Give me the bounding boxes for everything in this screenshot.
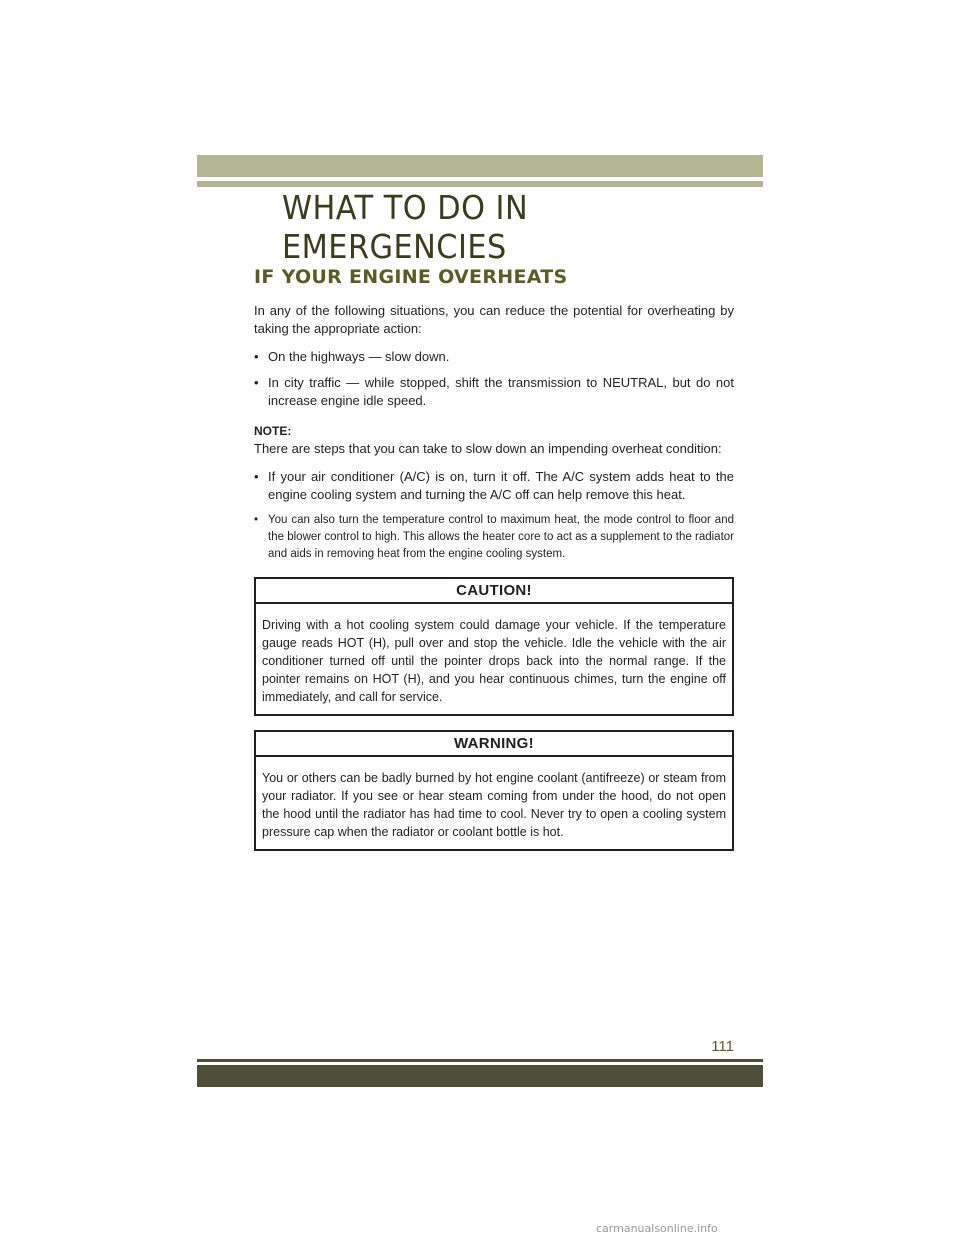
header-band — [197, 155, 763, 177]
article-heading: IF YOUR ENGINE OVERHEATS — [254, 266, 568, 288]
intro-paragraph: In any of the following situations, you can reduce the potential for overheating by taking the appropriate action: — [254, 303, 734, 336]
action-list — [254, 348, 734, 410]
warning-body — [256, 757, 732, 849]
list-item — [254, 468, 734, 504]
caution-box — [254, 577, 734, 716]
list-item-text: You can also turn the temperature control to maximum heat, the mode control to floor and the blower control to high. This allows the heater core to act as a supplement to the radiator and aids in removing heat from the engine cooling system. — [268, 514, 734, 560]
caution-body — [256, 604, 732, 714]
bullet-icon: • — [254, 349, 259, 364]
footer-rule — [197, 1059, 763, 1062]
watermark: carmanualsonline.info — [596, 1222, 718, 1235]
section-title: WHAT TO DO IN EMERGENCIES — [282, 188, 529, 266]
header-rule — [197, 181, 763, 187]
footer-band — [197, 1065, 763, 1087]
bullet-icon: • — [254, 514, 259, 526]
note-label: NOTE: — [254, 424, 292, 438]
steps-list — [254, 468, 734, 563]
warning-box — [254, 730, 734, 851]
bullet-icon: • — [254, 469, 259, 484]
list-item-text: If your air conditioner (A/C) is on, turn it off. The A/C system adds heat to the engine cooling system and turning the A/C off can help remove this heat. — [268, 469, 734, 502]
bullet-icon: • — [254, 375, 259, 390]
list-item — [254, 512, 734, 563]
warning-title: WARNING! — [256, 732, 732, 757]
list-item — [254, 374, 734, 410]
caution-text: Driving with a hot cooling system could damage your vehicle. If the temperature gauge reads HOT (H), pull over and stop the vehicle. Idle the vehicle with the air conditioner turned off until the pointer drops back into the normal range. If the pointer remains on HOT (H), and you hear continuous chimes, turn the engine off immediately, and call for service. — [262, 618, 726, 704]
caution-title: CAUTION! — [256, 579, 732, 604]
page-number: 111 — [711, 1038, 734, 1055]
list-item-text: On the highways — slow down. — [268, 349, 450, 364]
warning-text: You or others can be badly burned by hot engine coolant (antifreeze) or steam from your radiator. If you see or hear steam coming from under the hood, do not open the hood until the radiator has had time to cool. Never try to open a cooling system pressure cap when the radiator or coolant bottle is hot. — [262, 771, 726, 839]
list-item — [254, 348, 734, 366]
list-item-text: In city traffic — while stopped, shift the transmission to NEUTRAL, but do not increase engine idle speed. — [268, 375, 734, 408]
article — [254, 266, 734, 851]
note-text: There are steps that you can take to slow down an impending overheat condition: — [254, 441, 722, 456]
